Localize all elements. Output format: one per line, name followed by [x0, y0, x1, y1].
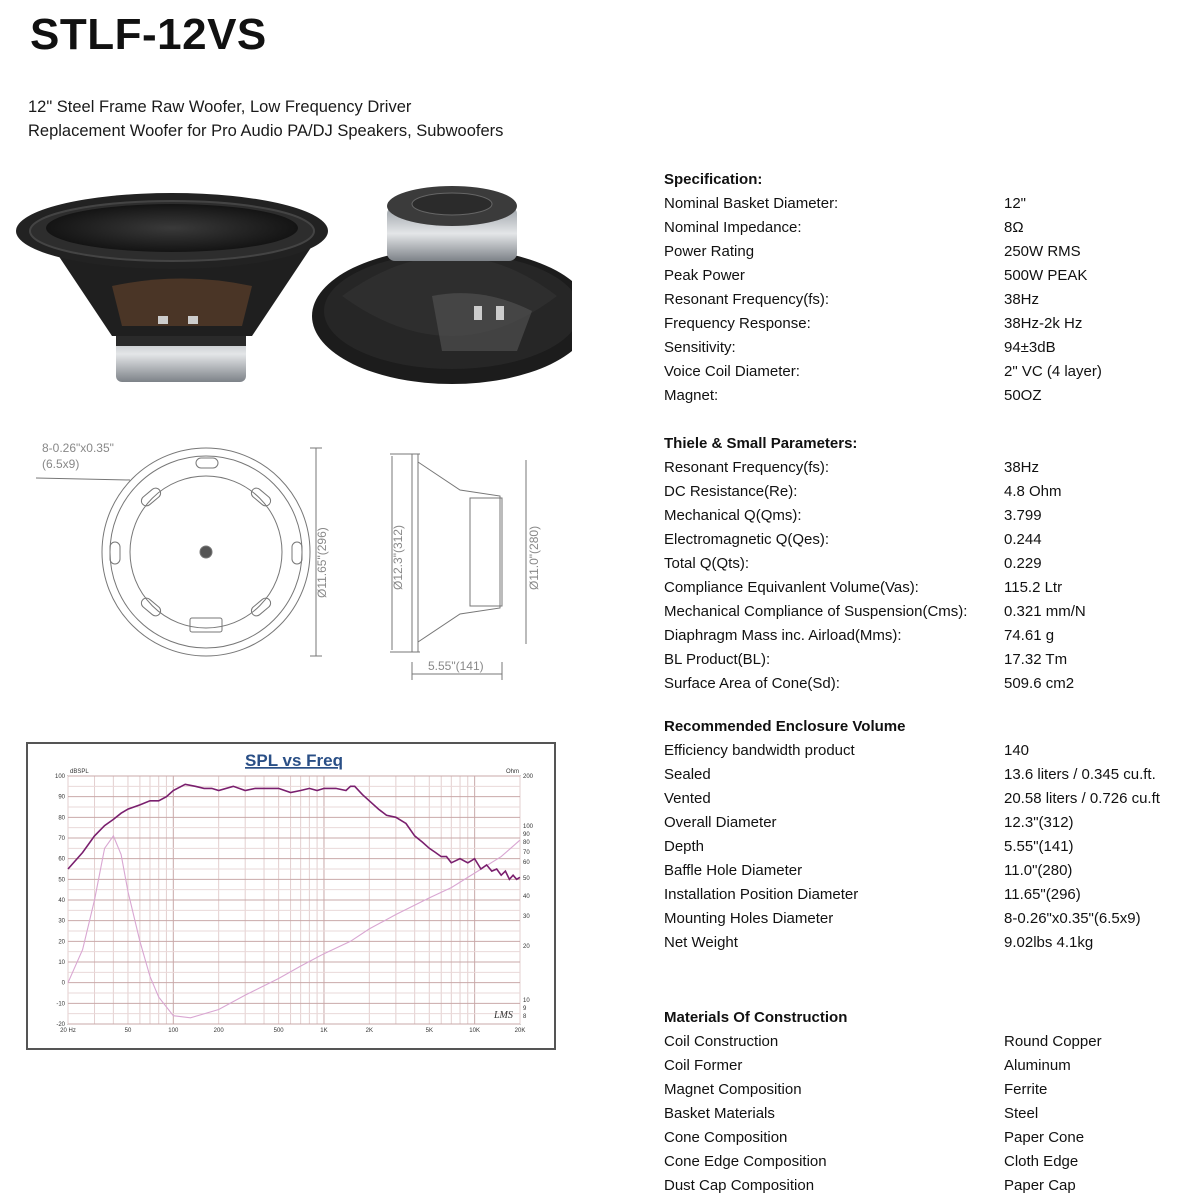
- ts-param-value: 0.229: [1004, 555, 1042, 572]
- material-row: [664, 1054, 1194, 1078]
- enclosure-value: 13.6 liters / 0.345 cu.ft.: [1004, 766, 1156, 783]
- specification-heading: Specification:: [664, 171, 763, 188]
- y2-tick-label: 10: [523, 998, 530, 1004]
- y-tick-label: 80: [58, 815, 65, 822]
- ts-param-row: [664, 624, 1194, 648]
- ts-param-label: Compliance Equivanlent Volume(Vas):: [664, 579, 919, 596]
- y-tick-label: 60: [58, 856, 65, 863]
- material-label: Magnet Composition: [664, 1081, 802, 1098]
- ts-param-row: [664, 504, 1194, 528]
- material-value: Paper Cone: [1004, 1129, 1085, 1146]
- y2-tick-label: 9: [523, 1006, 527, 1012]
- y-tick-label: 70: [58, 836, 65, 842]
- y-tick-label: 100: [54, 774, 65, 780]
- baffle-diameter-label: Ø11.0"(280): [527, 525, 541, 590]
- y-axis-label: dBSPL: [70, 769, 89, 775]
- enclosure-value: 20.58 liters / 0.726 cu.ft: [1004, 790, 1160, 807]
- enclosure-label: Efficiency bandwidth product: [664, 742, 855, 759]
- ts-param-value: 74.61 g: [1004, 627, 1055, 644]
- spec-row: [664, 360, 1194, 384]
- spec-label: Frequency Response:: [664, 315, 811, 332]
- enclosure-value: 11.65"(296): [1004, 886, 1081, 903]
- material-value: Round Copper: [1004, 1033, 1102, 1050]
- enclosure-heading: Recommended Enclosure Volume: [664, 718, 906, 735]
- material-row: [664, 1174, 1194, 1198]
- specification-section: [664, 168, 1194, 408]
- enclosure-label: Net Weight: [664, 934, 738, 951]
- mounting-hole-label: 8-0.26"x0.35": [42, 441, 114, 455]
- y2-tick-label: 90: [523, 832, 530, 838]
- spec-label: Voice Coil Diameter:: [664, 363, 800, 380]
- spec-label: Peak Power: [664, 267, 745, 284]
- depth-label: 5.55"(141): [428, 659, 484, 673]
- woofer-rear-view: [312, 186, 572, 384]
- product-title: STLF-12VS: [30, 10, 267, 59]
- enclosure-label: Sealed: [664, 766, 711, 783]
- chart-watermark: LMS: [494, 1010, 513, 1021]
- y2-axis-label: Ohm: [506, 769, 520, 775]
- ts-param-row: [664, 456, 1194, 480]
- enclosure-value: 11.0"(280): [1004, 862, 1073, 879]
- thiele-small-section: [664, 432, 1194, 696]
- spec-row: [664, 336, 1194, 360]
- spec-value: 12": [1004, 195, 1027, 212]
- y-tick-label: -20: [56, 1022, 65, 1028]
- y2-tick-label: 80: [523, 840, 530, 846]
- y-tick-label: 30: [58, 918, 65, 925]
- material-row: [664, 1078, 1194, 1102]
- woofer-product-photo: [12, 176, 572, 406]
- enclosure-label: Installation Position Diameter: [664, 886, 859, 903]
- thiele-small-heading: Thiele & Small Parameters:: [664, 435, 858, 452]
- spec-row: [664, 216, 1194, 240]
- spec-row: [664, 264, 1194, 288]
- enclosure-value: 12.3"(312): [1004, 814, 1074, 831]
- chart-title: SPL vs Freq: [245, 751, 343, 770]
- ts-param-value: 4.8 Ohm: [1004, 483, 1062, 500]
- material-value: Ferrite: [1004, 1081, 1048, 1098]
- enclosure-row: [664, 931, 1194, 955]
- y2-tick-label: 70: [523, 850, 530, 856]
- ts-param-value: 115.2 Ltr: [1004, 579, 1063, 596]
- ts-param-label: Resonant Frequency(fs):: [664, 459, 830, 476]
- y2-tick-label: 200: [523, 774, 534, 780]
- material-row: [664, 1102, 1194, 1126]
- spec-row: [664, 240, 1194, 264]
- spec-row: [664, 384, 1194, 408]
- spec-row: [664, 312, 1194, 336]
- spl-chart-svg: [28, 744, 554, 1048]
- overall-diameter-label: Ø12.3"(312): [391, 525, 405, 590]
- enclosure-value: 9.02lbs 4.1kg: [1004, 934, 1094, 951]
- ts-param-label: Total Q(Qts):: [664, 555, 750, 572]
- enclosure-row: [664, 811, 1194, 835]
- ts-param-label: Mechanical Compliance of Suspension(Cms):: [664, 603, 968, 620]
- ts-param-label: DC Resistance(Re):: [664, 483, 798, 500]
- y-tick-label: 10: [58, 960, 65, 966]
- spl-frequency-chart: [26, 742, 556, 1050]
- spec-label: Magnet:: [664, 387, 719, 404]
- material-label: Dust Cap Composition: [664, 1177, 815, 1194]
- product-subtitle-line1: 12" Steel Frame Raw Woofer, Low Frequency Driver: [28, 98, 412, 116]
- ts-param-value: 17.32 Tm: [1004, 651, 1068, 668]
- material-label: Cone Composition: [664, 1129, 788, 1146]
- enclosure-row: [664, 787, 1194, 811]
- material-label: Basket Materials: [664, 1105, 775, 1122]
- material-value: Paper Cap: [1004, 1177, 1076, 1194]
- spec-value: 250W RMS: [1004, 243, 1081, 260]
- y-tick-label: 20: [58, 939, 65, 946]
- material-row: [664, 1030, 1194, 1054]
- y2-tick-label: 100: [523, 824, 534, 830]
- x-tick-label: 10K: [469, 1028, 480, 1034]
- y-tick-label: 90: [58, 794, 65, 801]
- ts-param-value: 0.321 mm/N: [1004, 603, 1086, 620]
- y2-tick-label: 50: [523, 876, 530, 882]
- x-tick-label: 100: [168, 1028, 179, 1034]
- spec-value: 50OZ: [1004, 387, 1042, 404]
- x-tick-label: 500: [273, 1028, 284, 1034]
- spec-value: 8Ω: [1004, 219, 1024, 236]
- ts-param-row: [664, 528, 1194, 552]
- materials-heading: Materials Of Construction: [664, 1009, 848, 1026]
- y2-tick-label: 60: [523, 860, 530, 866]
- x-tick-label: 200: [213, 1028, 224, 1034]
- x-tick-label: 5K: [425, 1028, 433, 1034]
- spec-value: 2" VC (4 layer): [1004, 363, 1102, 380]
- y-tick-label: 40: [58, 898, 65, 904]
- ts-param-value: 38Hz: [1004, 459, 1040, 476]
- mounting-hole-metric-label: (6.5x9): [42, 457, 80, 471]
- ts-param-row: [664, 576, 1194, 600]
- material-label: Coil Construction: [664, 1033, 779, 1050]
- enclosure-label: Vented: [664, 790, 711, 807]
- ts-param-label: Mechanical Q(Qms):: [664, 507, 802, 524]
- install-diameter-label: Ø11.65"(296): [315, 527, 329, 598]
- y-tick-label: 50: [58, 877, 65, 884]
- spec-label: Power Rating: [664, 243, 755, 260]
- y2-tick-label: 8: [523, 1014, 527, 1020]
- x-tick-label: 2K: [365, 1028, 374, 1034]
- enclosure-value: 8-0.26"x0.35"(6.5x9): [1004, 910, 1141, 927]
- enclosure-row: [664, 859, 1194, 883]
- spec-value: 38Hz: [1004, 291, 1040, 308]
- spec-label: Nominal Impedance:: [664, 219, 802, 236]
- dimension-drawing: [30, 430, 570, 690]
- enclosure-row: [664, 835, 1194, 859]
- material-value: Cloth Edge: [1004, 1153, 1079, 1170]
- material-label: Cone Edge Composition: [664, 1153, 827, 1170]
- enclosure-section: [664, 715, 1194, 955]
- enclosure-label: Baffle Hole Diameter: [664, 862, 803, 879]
- material-row: [664, 1150, 1194, 1174]
- enclosure-row: [664, 907, 1194, 931]
- spec-label: Sensitivity:: [664, 339, 736, 356]
- material-row: [664, 1126, 1194, 1150]
- enclosure-label: Depth: [664, 838, 705, 855]
- spec-row: [664, 192, 1194, 216]
- spec-value: 94±3dB: [1004, 339, 1056, 356]
- ts-param-row: [664, 480, 1194, 504]
- ts-param-label: BL Product(BL):: [664, 651, 771, 668]
- ts-param-label: Surface Area of Cone(Sd):: [664, 675, 840, 692]
- enclosure-row: [664, 763, 1194, 787]
- materials-section: [664, 1006, 1194, 1198]
- y2-tick-label: 40: [523, 894, 530, 900]
- ts-param-label: Diaphragm Mass inc. Airload(Mms):: [664, 627, 902, 644]
- woofer-front-view: [16, 193, 328, 382]
- enclosure-value: 5.55"(141): [1004, 838, 1074, 855]
- spec-row: [664, 288, 1194, 312]
- enclosure-label: Overall Diameter: [664, 814, 777, 831]
- ts-param-value: 509.6 cm2: [1004, 675, 1075, 692]
- enclosure-value: 140: [1004, 742, 1030, 759]
- y2-tick-label: 30: [523, 914, 530, 920]
- spec-label: Resonant Frequency(fs):: [664, 291, 830, 308]
- y2-tick-label: 20: [523, 944, 530, 950]
- y-tick-label: -10: [56, 1001, 65, 1008]
- x-tick-label: 20 Hz: [60, 1028, 76, 1034]
- spec-value: 500W PEAK: [1004, 267, 1088, 284]
- ts-param-row: [664, 552, 1194, 576]
- enclosure-row: [664, 883, 1194, 907]
- ts-param-value: 3.799: [1004, 507, 1042, 524]
- spec-value: 38Hz-2k Hz: [1004, 315, 1083, 332]
- material-label: Coil Former: [664, 1057, 743, 1074]
- ts-param-row: [664, 600, 1194, 624]
- ts-param-value: 0.244: [1004, 531, 1042, 548]
- ts-param-row: [664, 672, 1194, 696]
- x-tick-label: 1K: [320, 1028, 328, 1034]
- spec-label: Nominal Basket Diameter:: [664, 195, 839, 212]
- ts-param-row: [664, 648, 1194, 672]
- ts-param-label: Electromagnetic Q(Qes):: [664, 531, 830, 548]
- x-tick-label: 20K: [514, 1028, 526, 1034]
- y-tick-label: 0: [61, 980, 65, 987]
- material-value: Steel: [1004, 1105, 1039, 1122]
- enclosure-label: Mounting Holes Diameter: [664, 910, 834, 927]
- product-subtitle-line2: Replacement Woofer for Pro Audio PA/DJ Speakers, Subwoofers: [28, 122, 504, 140]
- x-tick-label: 50: [124, 1028, 132, 1034]
- enclosure-row: [664, 739, 1194, 763]
- material-value: Aluminum: [1004, 1057, 1071, 1074]
